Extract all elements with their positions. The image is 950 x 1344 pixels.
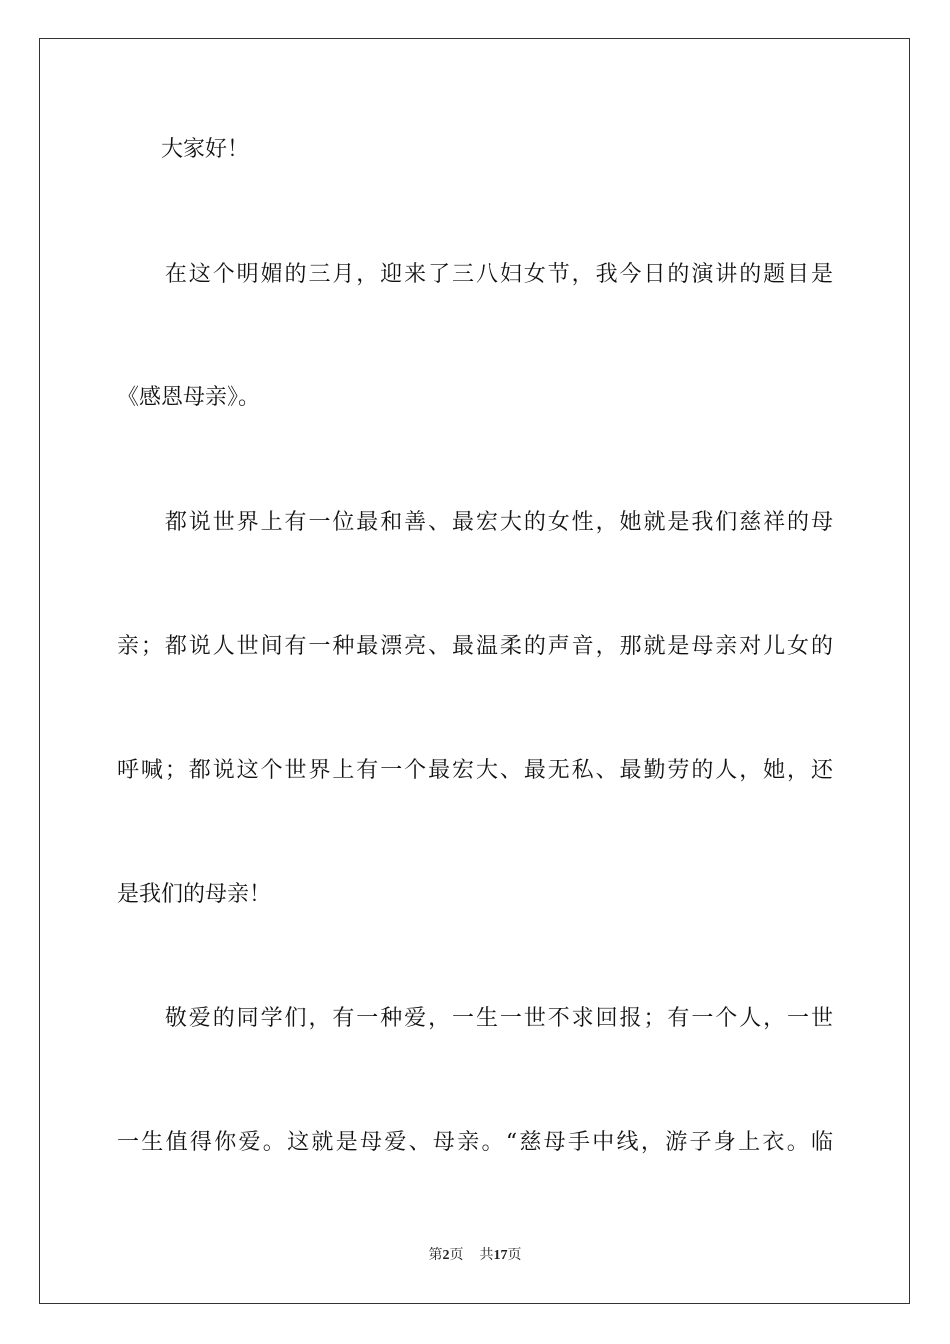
current-page-number: 2 [442, 1248, 450, 1263]
text-line-paragraph-2: 亲；都说人世间有一种最漂亮、最温柔的声音，那就是母亲对儿女的 [117, 634, 833, 659]
text-line-paragraph-3: 敬爱的同学们，有一种爱，一生一世不求回报；有一个人，一世 [117, 1006, 833, 1031]
total-label-suffix: 页 [507, 1248, 522, 1263]
text-line-paragraph-1: 在这个明媚的三月，迎来了三八妇女节，我今日的演讲的题目是 [117, 262, 833, 287]
text-line-paragraph-1-end: 《感恩母亲》。 [117, 385, 261, 410]
total-label-prefix: 共 [479, 1248, 494, 1263]
text-line-paragraph-2: 呼喊；都说这个世界上有一个最宏大、最无私、最勤劳的人，她，还 [117, 758, 833, 783]
text-line-paragraph-3: 一生值得你爱。这就是母爱、母亲。“慈母手中线，游子身上衣。临 [117, 1130, 833, 1155]
page-label-prefix: 第 [428, 1248, 443, 1263]
text-line-paragraph-2: 都说世界上有一位最和善、最宏大的女性，她就是我们慈祥的母 [117, 510, 833, 535]
text-line-greeting: 大家好！ [117, 137, 250, 162]
total-page-number: 17 [493, 1248, 508, 1263]
page-label-suffix: 页 [449, 1248, 464, 1263]
text-line-paragraph-2-end: 是我们的母亲！ [117, 882, 272, 907]
page-footer [0, 1246, 950, 1266]
page-border [39, 38, 910, 1304]
